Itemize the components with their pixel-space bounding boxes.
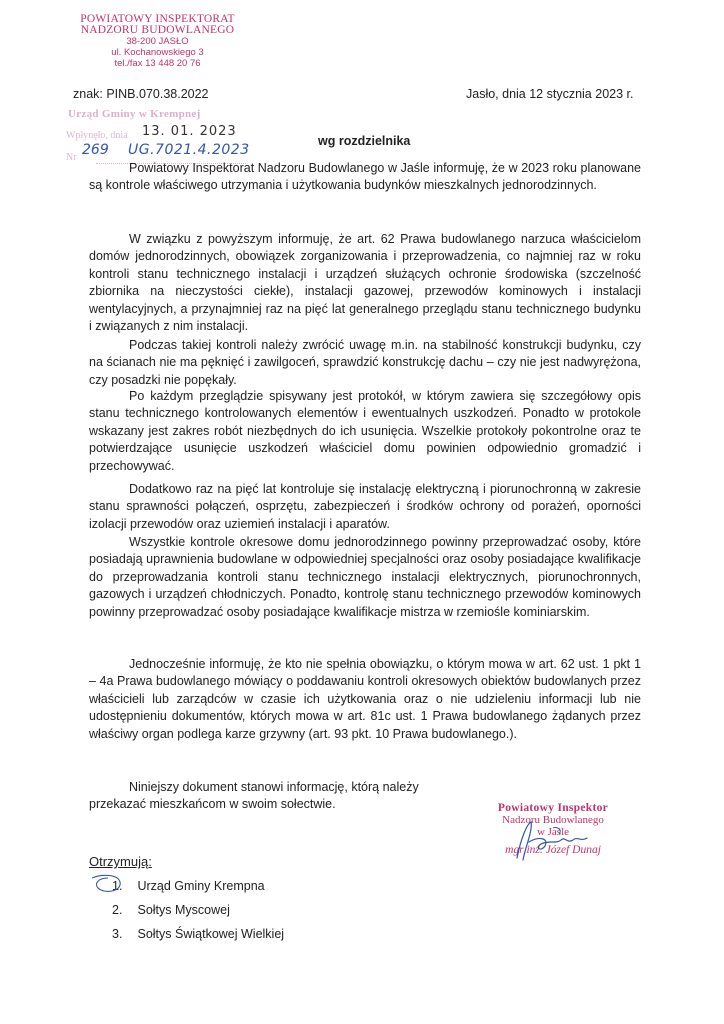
stamp-line: 38-200 JASŁO (126, 36, 189, 47)
paragraph-text: W związku z powyższym informuję, że art. 62 Prawa budowlanego narzuca właścicielom domów jednorodzinnych, obowiązek zorganizowania i przeprowadzenia, co najmniej raz w roku kontroli stanu technicznego instalacji i urządzeń służących ochronie środowiska (szczelność zbiornika na nieczystości ciekłe), instalacji gazowej, przewodów kominowych i instalacji wentylacyjnych, a przynajmniej raz na pięć lat generalnego przeglądu stanu technicznego budynku i związanych z nim instalacji. (89, 232, 641, 334)
received-stamp-date-label: Wpłynęło, dnia (66, 130, 128, 141)
body-paragraph (89, 231, 641, 335)
recipients-list (112, 876, 284, 948)
date-place: Jasło, dnia 12 stycznia 2023 r. (466, 87, 634, 101)
paragraph-text: Dodatkowo raz na pięć lat kontroluje się instalację elektryczną i piorunochronną w zakresie stanu sprawności połączeń, osprzętu, zabezpieczeń i środków ochrony od porażeń, oporności izolacji przewodów oraz uziemień instalacji i aparatów. (89, 482, 641, 531)
inspectorate-header-stamp (70, 14, 245, 69)
recipient-name: Urząd Gminy Krempna (137, 879, 265, 893)
paragraph-text: Po każdym przeglądzie spisywany jest protokół, w którym zawiera się szczegółowy opis stanu technicznego kontrolowanych elementów i ewentualnych uszkodzeń. Ponadto w protokole wskazany jest zakres robót niezbędnych do ich usunięcia. Wszelkie protokoły pokontrolne oraz te potwierdzające usunięcie uszkodzeń właściciel domu powinien odpowiednio gromadzić i przechowywać. (89, 389, 641, 473)
paragraph-text: Podczas takiej kontroli należy zwrócić uwagę m.in. na stabilność konstrukcji budynku, czy na ścianach nie ma pęknięć i zawilgoceń, sprawdzić konstrukcję dachu – czy nie jest nadwyrężona, czy posadzki nie popękały. (89, 338, 641, 387)
recipient-number: 1. (112, 879, 123, 893)
stamp-line: NADZORU BUDOWLANEGO (80, 24, 235, 36)
handwritten-case-number: UG.7021.4.2023 (128, 142, 250, 158)
body-paragraph (89, 388, 641, 475)
reference-number: znak: PINB.070.38.2022 (73, 87, 209, 101)
stamp-line: tel./fax 13 448 20 76 (114, 58, 201, 69)
body-paragraph (89, 779, 449, 814)
recipients-title: Otrzymują: (89, 854, 152, 869)
recipient-number: 2. (112, 903, 123, 917)
signature-stamp-line: w Jaśle (536, 826, 570, 838)
paragraph-text: Powiatowy Inspektorat Nadzoru Budowlanego w Jaśle informuję, że w 2023 roku planowane są kontrole właściwego utrzymania i użytkowania budynków mieszkalnych jednorodzinnych. (89, 161, 641, 193)
signature-stamp-line: Nadzoru Budowlanego (502, 814, 604, 826)
salutation: wg rozdzielnika (318, 134, 411, 148)
received-stamp-number-label: Nr (66, 152, 77, 163)
recipient-item (112, 876, 284, 900)
paragraph-text: Jednocześnie informuję, że kto nie spełnia obowiązku, o którym mowa w art. 62 ust. 1 pkt 1 – 4a Prawa budowlanego mówiący o poddawaniu kontroli okresowych obiektów budowlanych przez właścicieli lub zarządców w czasie ich użytkowania oraz o nie udzieleniu informacji lub nie udostępnieniu dokumentów, których mowa w art. 81c ust. 1 Prawa budowlanego żądanych przez właściwy organ podlega karze grzywny (art. 93 pkt. 10 Prawa budowlanego.). (89, 657, 641, 741)
handwritten-signature (505, 818, 595, 862)
handwritten-circle-mark (90, 872, 156, 896)
signature-stamp-title: Powiatowy Inspektor (497, 802, 609, 814)
recipient-item (112, 924, 284, 948)
body-paragraph (89, 656, 641, 743)
body-paragraph (89, 337, 641, 389)
body-paragraph (89, 160, 641, 195)
body-paragraph (89, 534, 641, 621)
recipient-name: Sołtys Świątkowej Wielkiej (137, 927, 285, 941)
handwritten-number: 269 (82, 142, 109, 158)
recipient-item (112, 900, 284, 924)
signature-stamp-name: mgr inż. Józef Dunaj (505, 844, 601, 856)
stamp-line: ul. Kochanowskiego 3 (111, 47, 204, 58)
stamp-line: POWIATOWY INSPEKTORAT (80, 13, 235, 25)
recipient-name: Sołtys Myscowej (137, 903, 230, 917)
paragraph-text: Niniejszy dokument stanowi informację, którą należy przekazać mieszkańcom w swoim sołectwie. (89, 780, 419, 812)
handwritten-date: 13. 01. 2023 (142, 124, 237, 139)
paragraph-text: Wszystkie kontrole okresowe domu jednorodzinnego powinny przeprowadzać osoby, które posiadają uprawnienia budowlane w odpowiedniej specjalności oraz osoby posiadające kwalifikacje do przeprowadzania kontroli stanu technicznego instalacji elektrycznych, piorunochronnych, gazowych i urządzeń chłodniczych. Ponadto, kontrolę stanu technicznego przewodów kominowych powinny przeprowadzać osoby posiadające kwalifikacje mistrza w rzemiośle kominiarskim. (89, 535, 641, 619)
received-stamp-office: Urząd Gminy w Krempnej (68, 108, 201, 120)
body-paragraph (89, 481, 641, 533)
recipient-number: 3. (112, 927, 123, 941)
